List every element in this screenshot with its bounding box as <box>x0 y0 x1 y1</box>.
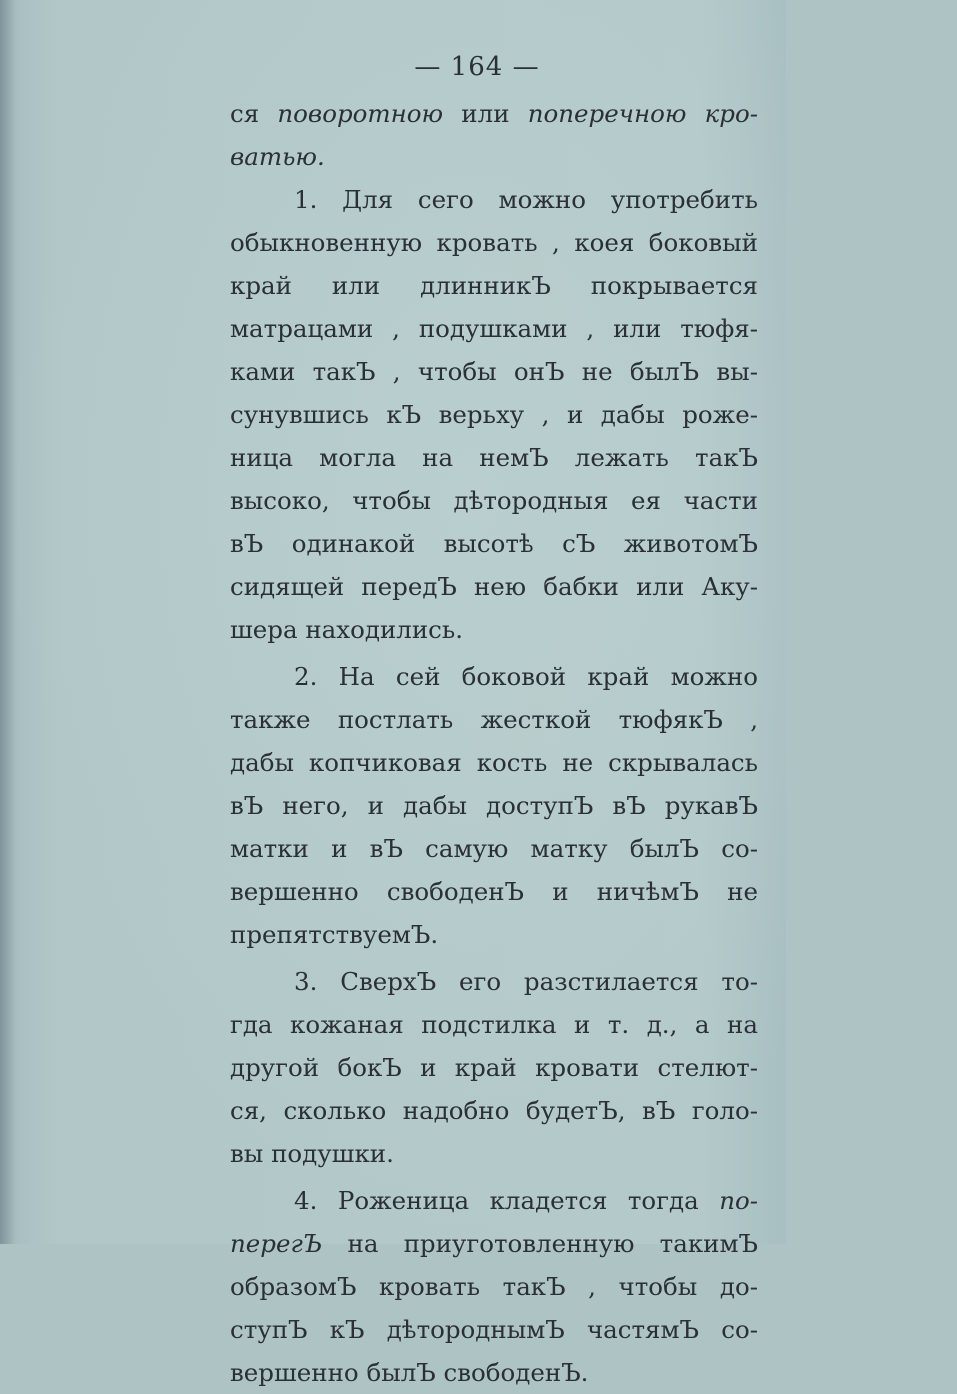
text-run: ся <box>230 99 278 128</box>
text-line <box>230 350 758 393</box>
text-line <box>230 522 758 565</box>
text-run: ница могла на немЪ лежать такЪ <box>230 443 758 472</box>
paragraph-intro <box>230 92 758 178</box>
text-line <box>230 92 758 135</box>
text-run: 2. На сей боковой край можно <box>294 662 758 691</box>
text-run: матки и вЪ самую матку былЪ со- <box>230 834 758 863</box>
text-run: 4. Роженица кладется тогда <box>294 1186 720 1215</box>
text-line <box>230 608 758 651</box>
text-run: высоко, чтобы дѣтородныя ея части <box>230 486 758 515</box>
text-line <box>230 870 758 913</box>
text-run: вы подушки. <box>230 1139 394 1168</box>
text-run: ками такЪ , чтобы онЪ не былЪ вы- <box>230 357 758 386</box>
text-line <box>230 1222 758 1265</box>
text-run: 3. СверхЪ его разстилается то- <box>294 967 758 996</box>
text-line <box>230 307 758 350</box>
text-line <box>230 479 758 522</box>
text-run: 1. Для сего можно употребить <box>294 185 758 214</box>
text-run: вершенно свободенЪ и ничѣмЪ не <box>230 877 758 906</box>
text-run: гда кожаная подстилка и т. д., а на <box>230 1010 758 1039</box>
text-line <box>230 655 758 698</box>
text-run: край или длинникЪ покрывается <box>230 271 758 300</box>
paragraph-item-3 <box>230 960 758 1175</box>
text-run: обыкновенную кровать , коея боковый <box>230 228 758 257</box>
page-body-text <box>230 92 758 1394</box>
text-line <box>230 264 758 307</box>
text-run: или <box>443 99 528 128</box>
text-line <box>230 1089 758 1132</box>
paragraph-item-1 <box>230 178 758 651</box>
paragraph-item-4 <box>230 1179 758 1394</box>
text-run: матрацами , подушками , или тюфя- <box>230 314 758 343</box>
text-line <box>230 1179 758 1222</box>
italic-text: по- <box>719 1186 758 1215</box>
text-line <box>230 393 758 436</box>
text-line <box>230 565 758 608</box>
text-line <box>230 135 758 178</box>
text-run: вершенно былЪ свободенЪ. <box>230 1358 589 1387</box>
text-run: ся, сколько надобно будетЪ, вЪ голо- <box>230 1096 758 1125</box>
paragraph-item-2 <box>230 655 758 956</box>
text-line <box>230 741 758 784</box>
text-run: другой бокЪ и край кровати стелют- <box>230 1053 758 1082</box>
page-number: — 164 — <box>414 52 540 82</box>
text-run: образомЪ кровать такЪ , чтобы до- <box>230 1272 758 1301</box>
italic-text: поворотною <box>277 99 444 128</box>
text-run: сидящей передЪ нею бабки или Аку- <box>230 572 758 601</box>
text-line <box>230 1046 758 1089</box>
page-binding-edge <box>0 0 14 1244</box>
text-run: сунувшись кЪ верьху , и дабы роже- <box>230 400 758 429</box>
text-run: также постлать жесткой тюфякЪ , <box>230 705 758 734</box>
text-line <box>230 1003 758 1046</box>
text-line <box>230 698 758 741</box>
text-run: вЪ одинакой высотѣ сЪ животомЪ <box>230 529 758 558</box>
text-run: вЪ него, и дабы доступЪ вЪ рукавЪ <box>230 791 758 820</box>
text-line <box>230 436 758 479</box>
text-line <box>230 913 758 956</box>
italic-text: перегЪ <box>230 1229 323 1258</box>
text-line <box>230 1308 758 1351</box>
italic-text: ватью. <box>230 142 325 171</box>
text-line <box>230 1351 758 1394</box>
text-line <box>230 960 758 1003</box>
text-run: ступЪ кЪ дѣтороднымЪ частямЪ со- <box>230 1315 758 1344</box>
text-line <box>230 784 758 827</box>
text-run: дабы копчиковая кость не скрывалась <box>230 748 758 777</box>
text-run: на приуготовленную такимЪ <box>322 1229 758 1258</box>
text-line <box>230 178 758 221</box>
text-line <box>230 221 758 264</box>
italic-text: поперечною кро- <box>527 99 758 128</box>
text-line <box>230 1132 758 1175</box>
text-line <box>230 827 758 870</box>
text-run: шера находились. <box>230 615 464 644</box>
text-run: препятствуемЪ. <box>230 920 439 949</box>
text-line <box>230 1265 758 1308</box>
